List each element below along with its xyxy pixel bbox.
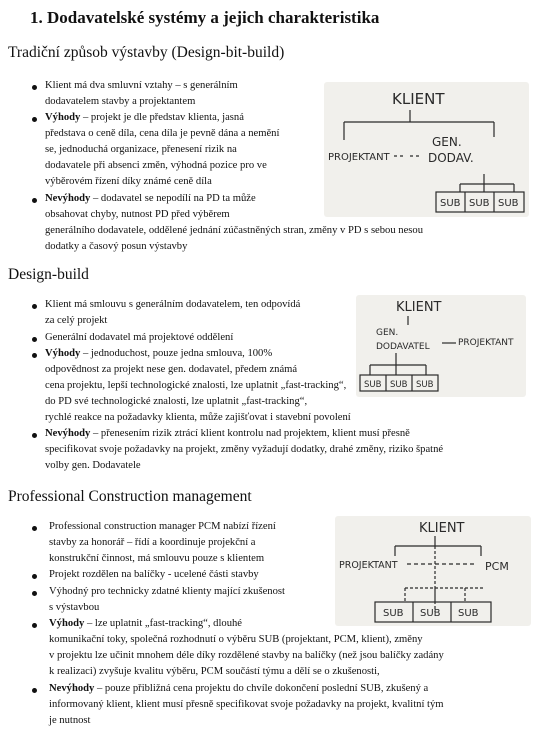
bullet-dot: [32, 117, 37, 122]
org-chart-sketch: [356, 295, 526, 397]
list-item-line: Výhodný pro technicky zdatné klienty mající zkušenost: [49, 586, 285, 597]
sketch-client-label: KLIENT: [392, 90, 445, 108]
sketch-designer-label: PROJEKTANT: [328, 152, 390, 163]
bullet-dot: [32, 688, 37, 693]
list-item-line: k realizaci) zvyšuje kvalitu výběru, PCM součástí týmu a dělí se o zkušenosti,: [49, 666, 380, 677]
list-item-line: – přenesením rizik ztrácí klient kontrolu nad projektem, klient musí přesně: [90, 428, 410, 439]
bullet-dot: [32, 574, 37, 579]
section-heading-pcm: Professional Construction management: [8, 488, 252, 505]
section-heading-traditional: Tradiční způsob výstavby (Design-bit-build): [8, 44, 285, 61]
sketch-photo-pcm: [335, 516, 531, 626]
org-chart-sketch: [324, 82, 529, 217]
list-item-line: informovaný klient, klient musí přesně specifikovat svoje požadavky na projekt, kvalitní tým: [49, 699, 444, 710]
list-item-line: – pouze přibližná cena projektu do chvíle dokončení poslední SUB, zkušený a: [94, 683, 429, 694]
list-item-line: odpovědnost za projekt nese gen. dodavatel, předem známá: [45, 364, 298, 375]
sketch-sub-label: SUB: [420, 608, 441, 619]
list-item-line: – lze uplatnit „fast-tracking“, dlouhé: [84, 618, 242, 629]
list-item-line: Klient má smlouvu s generálním dodavatelem, ten odpovídá: [45, 299, 301, 310]
list-item-line: specifikovat svoje požadavky na projekt, změny vyžadují dodatky, drahé změny, riziko špatné: [45, 444, 444, 455]
sketch-client-label: KLIENT: [419, 521, 465, 536]
list-item-line: se, jednoduchá organizace, přenesení rizik na: [45, 144, 237, 155]
sketch-sub-label: SUB: [364, 380, 382, 390]
sketch-gc-label-2: DODAVATEL: [376, 342, 430, 352]
bullet-dot: [32, 526, 37, 531]
bullet-dot: [32, 337, 37, 342]
sketch-sub-label: SUB: [440, 198, 461, 209]
sketch-sub-label: SUB: [458, 608, 479, 619]
list-item-line: dodatky a časový posun výstavby: [45, 241, 188, 252]
section-heading-design-build: Design-build: [8, 266, 89, 283]
sketch-sub-label: SUB: [390, 380, 408, 390]
sketch-gc-label-1: GEN.: [432, 135, 462, 149]
sketch-photo-design-build: [356, 295, 526, 397]
sketch-gc-label-2: DODAV.: [428, 151, 474, 165]
list-item-label: Nevýhody: [45, 193, 91, 204]
list-item-line: – dodavatel se nepodílí na PD ta může: [90, 193, 256, 204]
list-item-line: Professional construction manager PCM nabízí řízení: [49, 521, 276, 532]
list-item-label: Nevýhody: [45, 428, 91, 439]
list-item-line: dodavatele při absenci změn, výhodná pozice pro ve: [45, 160, 267, 171]
list-item-label: Výhody: [45, 112, 81, 123]
bullet-dot: [32, 433, 37, 438]
list-item-line: Projekt rozdělen na balíčky - ucelené části stavby: [49, 569, 259, 580]
sketch-designer-label: PROJEKTANT: [458, 338, 514, 348]
list-item-line: volby gen. Dodavatele: [45, 460, 141, 471]
sketch-pcm-label: PCM: [485, 560, 509, 573]
list-item-line: v projektu lze učinit mnohem déle díky rozdělené stavby na balíčky (než jsou balíčky zadány: [49, 650, 444, 661]
list-item-line: stavby za honorář – řídí a koordinuje projekční a: [49, 537, 256, 548]
bullet-dot: [32, 198, 37, 203]
list-item-line: obsahovat chyby, nutnost PD před výběrem: [45, 209, 230, 220]
list-item-line: konstrukční činnost, má smlouvu pouze s klientem: [49, 553, 265, 564]
list-item-line: za celý projekt: [45, 315, 108, 326]
list-item-line: do PD své technologické znalosti, lze uplatnit „fast-tracking“,: [45, 396, 308, 407]
list-item-label: Výhody: [45, 348, 81, 359]
list-item-line: je nutnost: [49, 715, 91, 726]
list-item-line: výběrovém řízení díky známé ceně díla: [45, 176, 212, 187]
list-item-line: cena projektu, lepší technologické znalosti, lze uplatnit „fast-tracking“,: [45, 380, 347, 391]
org-chart-sketch: [335, 516, 531, 626]
bullet-dot: [32, 353, 37, 358]
list-item-line: s výstavbou: [49, 602, 100, 613]
sketch-photo-traditional: [324, 82, 529, 217]
bullet-dot: [32, 591, 37, 596]
list-item-line: – projekt je dle představ klienta, jasná: [80, 112, 244, 123]
sketch-client-label: KLIENT: [396, 300, 442, 315]
bullet-dot: [32, 304, 37, 309]
sketch-sub-label: SUB: [469, 198, 490, 209]
sketch-sub-label: SUB: [383, 608, 404, 619]
list-item-label: Nevýhody: [49, 683, 95, 694]
list-item-line: dodavatelem stavby a projektantem: [45, 96, 196, 107]
list-item-line: – jednoduchost, pouze jedna smlouva, 100%: [80, 348, 273, 359]
sketch-sub-label: SUB: [498, 198, 519, 209]
bullet-dot: [32, 623, 37, 628]
list-item-line: Generální dodavatel má projektové oddělení: [45, 332, 234, 343]
sketch-designer-label: PROJEKTANT: [339, 560, 398, 571]
list-item-line: Klient má dva smluvní vztahy – s generálním: [45, 80, 238, 91]
page-title: 1. Dodavatelské systémy a jejich charakteristika: [30, 8, 380, 27]
list-item-line: komunikační toky, společná rozhodnutí o výběru SUB (projektant, PCM, klient), změny: [49, 634, 423, 645]
sketch-sub-label: SUB: [416, 380, 434, 390]
list-item-label: Výhody: [49, 618, 85, 629]
bullet-dot: [32, 85, 37, 90]
list-item-line: generálního dodavatele, oddělené jednání zúčastněných stran, změny v PD s sebou nesou: [45, 225, 424, 236]
list-item-line: rychlé reakce na požadavky klienta, může zajišťovat i stavební povolení: [45, 412, 351, 423]
list-item-line: představa o ceně díla, cena díla je pevně dána a nemění: [45, 128, 280, 139]
sketch-gc-label-1: GEN.: [376, 328, 399, 338]
